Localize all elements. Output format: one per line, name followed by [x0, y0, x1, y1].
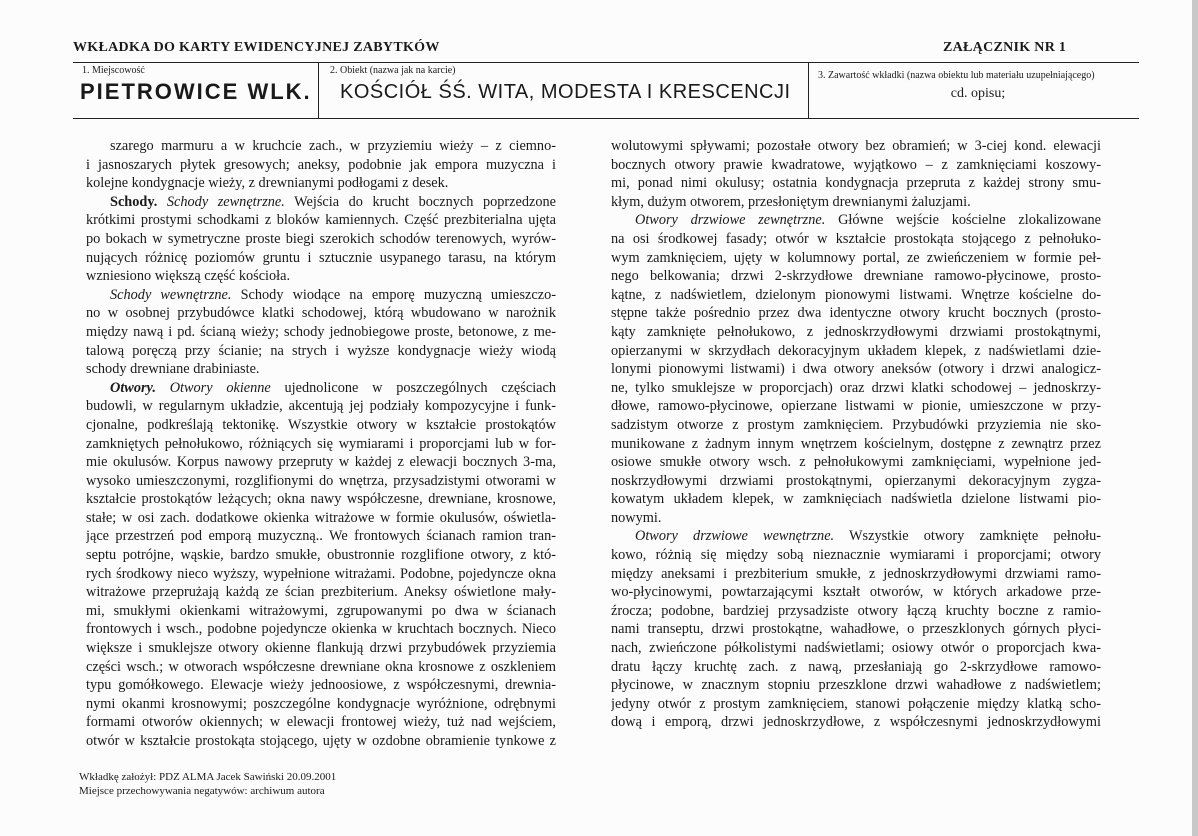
- text-line: dłowe, ramowo-płycinowe, opierzane listwami w pionie, umieszczone w przy-: [611, 398, 1101, 415]
- text-line: i jasnoszarych płytek gresowych; aneksy, podobnie jak empora muzyczna i: [86, 156, 556, 173]
- text-line: formami otworów okiennych; w elewacji frontowej wieży, tuż nad wejściem,: [86, 714, 556, 731]
- text-line: typu gomółkowego. Elewacje wieży jednoosiowe, z współczesnymi, drewnia-: [86, 677, 556, 694]
- text-line: nowymi.: [611, 509, 662, 526]
- text-line: Otwory drzwiowe wewnętrzne. Wszystkie otwory zamknięte pełnołu-: [635, 528, 1101, 545]
- object-value: KOŚCIÓŁ ŚŚ. WITA, MODESTA I KRESCENCJI: [340, 81, 791, 103]
- text-line: wysoko umieszczonymi, rozglifionymi do wnętrza, przysadzistymi otworami w: [86, 472, 556, 489]
- text-line: kowatym układem klepek, w zamknięciach nadświetla dzielone listwami pio-: [611, 491, 1101, 508]
- text-line: nami transeptu, drzwi prostokątne, wahadłowe, o przeszklonych górnych płyci-: [611, 621, 1101, 638]
- text-line: munikowane z żadnym innym wnętrzem kościelnym, dostępne z zewnątrz przez: [611, 435, 1101, 452]
- text-line: lonymi pionowymi listwami) i dwa otwory aneksów (otwory i drzwi analogicz-: [611, 361, 1101, 378]
- text-line: płycinowe, w znacznym stopniu przeszklone drzwi wahadłowe z nadświetlem;: [611, 677, 1101, 694]
- text-line: wo-płycinowymi, powtarzającymi kształt otworów, w których arkadowe prze-: [611, 584, 1101, 601]
- field-divider-2: [808, 62, 809, 118]
- text-line: części wsch.; w otworach współczesne drewniane okna krosnowe z oszkleniem: [86, 658, 556, 675]
- object-caption: 2. Obiekt (nazwa jak na karcie): [330, 65, 456, 76]
- text-line: kolejne kondygnacje wieży, z drewnianymi podłogami z desek.: [86, 175, 449, 192]
- text-line: źrocza; podobne, bardziej przysadziste otwory łączą kruchty boczne z ramio-: [611, 602, 1101, 619]
- text-column-left: [86, 137, 556, 751]
- text-line: Otwory. Otwory okienne ujednolicone w poszczególnych częściach: [110, 379, 556, 396]
- text-line: kształcie prostokątów leżących; okna nawy współczesne, drewniane, krosnowe,: [86, 491, 556, 508]
- text-line: większe i smuklejsze otwory okienne flankują drzwi przybudówek przyziemia: [86, 640, 556, 657]
- text-line: jedyny otwór z prostym zamknięciem, stanowi połączenie między klatką scho-: [611, 695, 1101, 712]
- text-line: wzniesiono większą część kościoła.: [86, 268, 291, 285]
- footer: [79, 770, 336, 798]
- footer-archive: Miejsce przechowywania negatywów: archiwum autora: [79, 785, 325, 797]
- text-line: krótkimi prostymi schodkami z bloków kamiennych. Część prezbiterialna ujęta: [86, 212, 556, 229]
- document-title: WKŁADKA DO KARTY EWIDENCYJNEJ ZABYTKÓW: [73, 40, 440, 55]
- place-caption: 1. Miejscowość: [82, 65, 145, 76]
- text-line: rych środkowy nieco wyższy, wypełnione witrażami. Podobne, pojedyncze okna: [86, 565, 556, 582]
- text-line: na osi środkowej fasady; otwór w kształcie prostokąta stojącego z pełnołuko-: [611, 230, 1101, 247]
- text-line: nach, zwieńczone półkolistymi nadświetlami; osiowy otwór o proporcjach kwa-: [611, 640, 1101, 657]
- text-line: septu potrójne, wąskie, bardzo smukłe, obustronnie rozglifione otwory, z któ-: [86, 547, 556, 564]
- text-line: mie okulusów. Korpus nawowy przepruty w każdej z elewacji bocznych 3-ma,: [86, 454, 556, 471]
- text-line: zamkniętych pełnołukowo, różniących się wymiarami i proporcjami lub w for-: [86, 435, 556, 452]
- text-line: Otwory drzwiowe zewnętrzne. Główne wejście kościelne zlokalizowane: [635, 212, 1101, 229]
- text-line: witrażowe przeprużają każdą ze ścian prezbiterium. Aneksy oświetlone mały-: [86, 584, 556, 601]
- text-line: między nawą i pd. ścianą wieży; schody jednobiegowe proste, betonowe, z me-: [86, 323, 556, 340]
- text-line: Schody. Schody zewnętrzne. Wejścia do krucht bocznych poprzedzone: [110, 193, 556, 210]
- text-line: cjonalne, podkreślają tektonikę. Wszystkie otwory w kształcie prostokątów: [86, 416, 556, 433]
- text-line: mi, ponad nimi okulusy; ostatnia kondygnacja przepruta z każdej strony smu-: [611, 175, 1101, 192]
- text-line: sadzistym otworze z prostym zamknięciem. Przybudówki przyziemia nie sko-: [611, 416, 1101, 433]
- text-line: mi, smukłymi okienkami witrażowymi, zgrupowanymi po dwa w ścianach: [86, 602, 556, 619]
- footer-author: Wkładkę założył: PDZ ALMA Jacek Sawiński 20.09.2001: [79, 771, 337, 783]
- text-line: kąty zamknięte pełnołukowo, z jednoskrzydłowymi drzwiami prostokątnymi,: [611, 323, 1101, 340]
- text-line: wolutowymi spływami; pozostałe otwory bez obramień; w 3-ciej kond. elewacji: [611, 138, 1101, 154]
- scan-edge: [1192, 0, 1198, 836]
- text-line: schody drewniane drabiniaste.: [86, 361, 260, 378]
- text-line: dratu łączy kruchtę zach. z nawą, przesłaniają go 2-skrzydłowe ramowo-: [611, 658, 1101, 675]
- text-line: bocznych otwory prawie kwadratowe, wyjątkowo – z zamknięciami koszowy-: [611, 156, 1101, 173]
- text-line: między aneksami i prezbiterium smukłe, z jednoskrzydłowymi drzwiami ramo-: [611, 565, 1101, 582]
- text-line: nymi okanmi krosnowymi; poszczególne kondygnacje wyróżnione, odrębnymi: [86, 695, 556, 712]
- attachment-label: ZAŁĄCZNIK NR 1: [943, 40, 1067, 55]
- text-line: otwór w kształcie prostokąta stojącego, ujęty w ozdobne obramienie tynkowe z: [86, 733, 556, 749]
- text-line: Schody wewnętrzne. Schody wiodące na emporę muzyczną umieszczo-: [110, 286, 556, 303]
- text-line: kowo, różnią się między sobą nieznacznie wymiarami i proporcjami; otwory: [611, 547, 1101, 564]
- text-line: wym zamknięciem, ujęty w kolumnowy portal, ze zwieńczeniem w formie peł-: [611, 249, 1101, 266]
- text-line: osiowe smukłe otwory wsch. z pełnołukowymi zamknięciami, wypełnione jed-: [611, 454, 1101, 471]
- place-value: PIETROWICE WLK.: [80, 79, 312, 104]
- header-rule-top: [73, 62, 1139, 63]
- field-divider-1: [318, 62, 319, 118]
- text-line: dową i emporą, drzwi jednoskrzydłowe, z współczesnymi jednoskrzydłowymi: [611, 714, 1101, 731]
- text-line: opierzanymi w skrzydłach dekoracyjnym układem klepek, z nadświetlami dzie-: [611, 342, 1101, 359]
- text-line: budowli, w regularnym układzie, akcentują jej podziały kompozycyjne i funk-: [86, 398, 556, 415]
- contents-value: cd. opisu;: [950, 86, 1006, 101]
- text-column-right: [611, 137, 1101, 732]
- text-line: szarego marmuru a w kruchcie zach., w przyziemiu wieży – z ciemno-: [110, 138, 556, 154]
- text-line: frontowych i wsch., podobne pojedyncze okienka w kruchtach bocznych. Nieco: [86, 621, 556, 638]
- text-line: kątne, z nadświetlem, dzielonym pionowymi listwami. Wnętrze kościelne do-: [611, 286, 1101, 303]
- text-line: stępne także pośrednio przez dwa identyczne otwory krucht bocznych (prosto-: [611, 305, 1101, 322]
- text-line: nego belkowania; drzwi 2-skrzydłowe drewniane ramowo-płycinowe, prosto-: [611, 268, 1101, 285]
- header-rule-bottom: [73, 118, 1139, 119]
- text-line: nujących różnicę poziomów gruntu i sztucznie usypanego tarasu, na którym: [86, 249, 556, 266]
- contents-caption: 3. Zawartość wkładki (nazwa obiektu lub materiału uzupełniającego): [818, 70, 1095, 81]
- text-line: no w osobnej przybudówce klatki schodowej, którą wbudowano w narożnik: [86, 305, 556, 322]
- text-line: jące przestrzeń pod emporą muzyczną.. We frontowych ścianach ramion tran-: [86, 528, 556, 545]
- text-line: talową poręczą przy ścianie; na strych i wyższe kondygnacje wieży wiodą: [86, 342, 556, 359]
- text-line: ne, tylko smuklejsze w proporcjach) oraz drzwi klatki schodowej – jednoskrzy-: [611, 379, 1101, 396]
- text-line: kłym, dużym otworem, przesłoniętym drewnianymi żaluzjami.: [611, 193, 971, 210]
- text-line: noskrzydłowymi drzwiami prostokątnymi, opierzanymi dekoracyjnym zygza-: [611, 472, 1101, 489]
- text-line: po bokach w symetryczne proste biegi szerokich schodów terenowych, wyrów-: [86, 230, 556, 247]
- text-line: stałe; w osi zach. dodatkowe okienka witrażowe w formie okulusów, oświetla-: [86, 509, 556, 526]
